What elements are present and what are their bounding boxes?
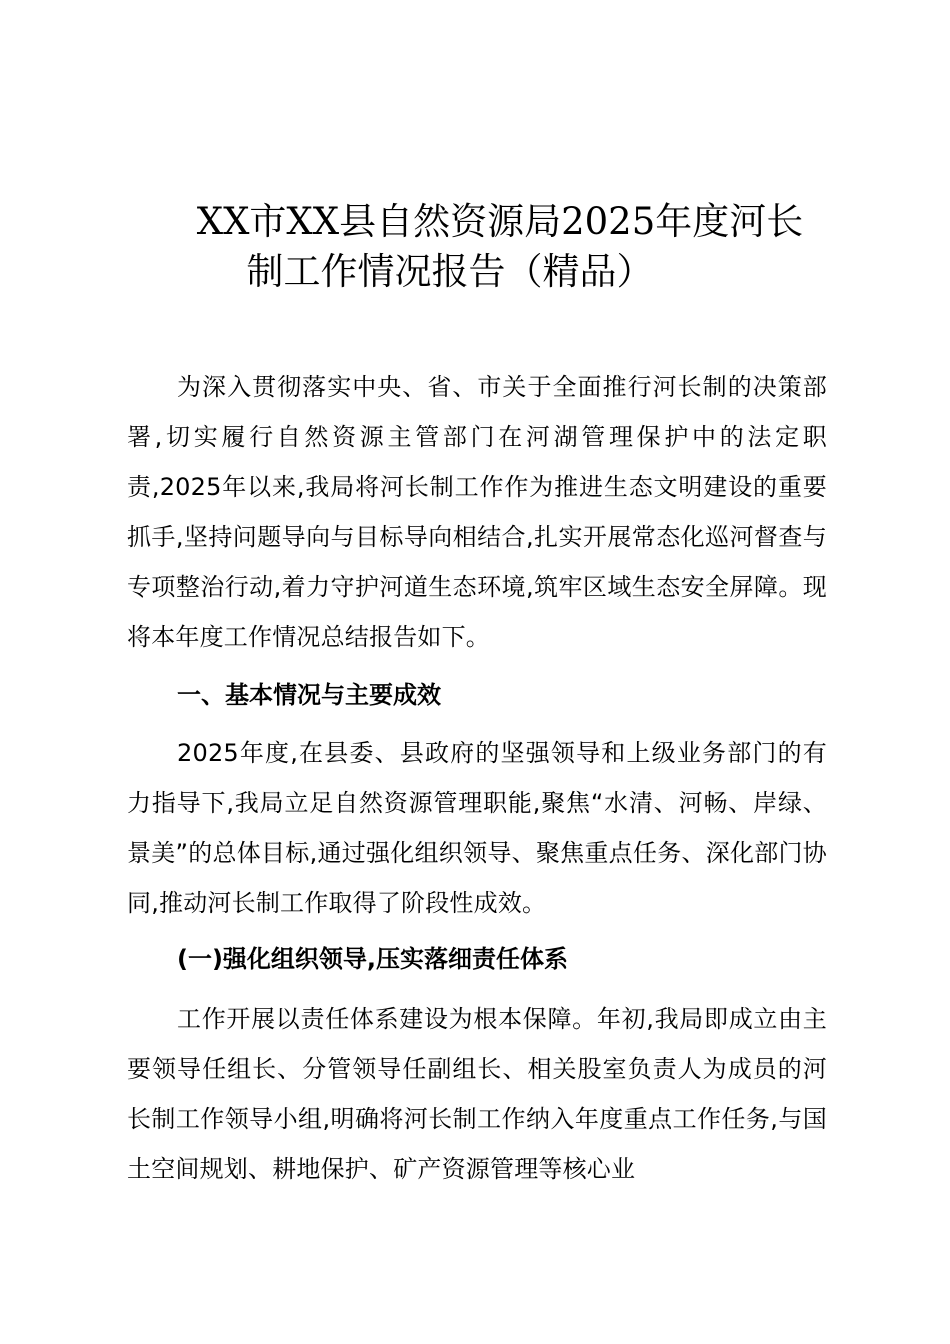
document-title-line-1: XX市XX县自然资源局2025年度河长 (196, 200, 804, 243)
section-1-paragraph: 2025年度,在县委、县政府的坚强领导和上级业务部门的有力指导下,我局立足自然资源管理职能,聚焦“水清、河畅、岸绿、景美”的总体目标,通过强化组织领导、聚焦重点任务、深化部门协同,推动河长制工作取得了阶段性成效。 (127, 739, 827, 917)
document-title-line-2: 制工作情况报告（精品） (246, 250, 654, 293)
subsection-heading-1: (一)强化组织领导,压实落细责任体系 (177, 945, 569, 973)
section-heading-1: 一、基本情况与主要成效 (177, 681, 441, 709)
subsection-1-paragraph: 工作开展以责任体系建设为根本保障。年初,我局即成立由主要领导任组长、分管领导任副组长、相关股室负责人为成员的河长制工作领导小组,明确将河长制工作纳入年度重点工作任务,与国土空间规划、耕地保护、矿产资源管理等核心业 (127, 1005, 827, 1183)
intro-paragraph: 为深入贯彻落实中央、省、市关于全面推行河长制的决策部署,切实履行自然资源主管部门在河湖管理保护中的法定职责,2025年以来,我局将河长制工作作为推进生态文明建设的重要抓手,坚持问题导向与目标导向相结合,扎实开展常态化巡河督查与专项整治行动,着力守护河道生态环境,筑牢区域生态安全屏障。现将本年度工作情况总结报告如下。 (127, 373, 827, 651)
